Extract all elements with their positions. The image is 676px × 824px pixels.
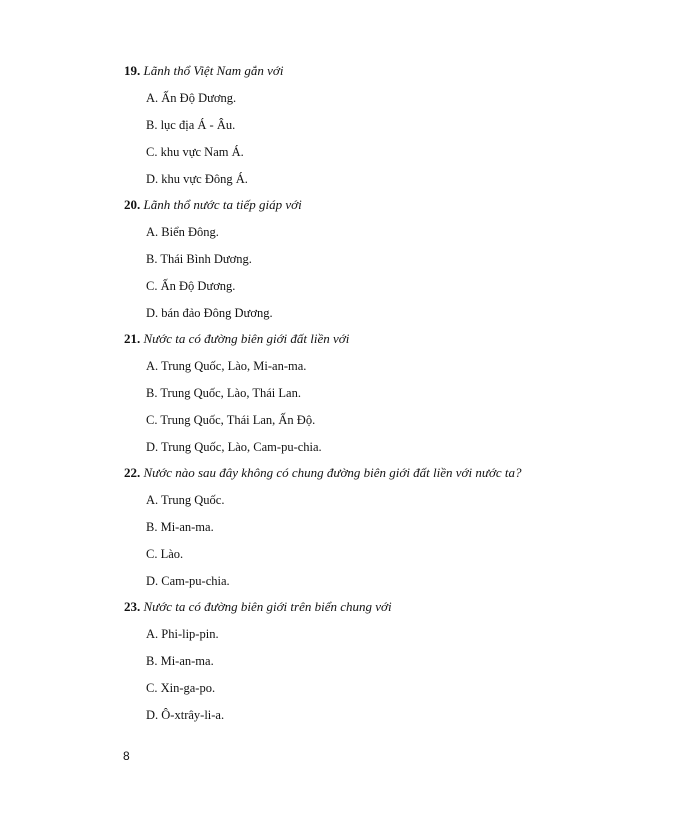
option-21-a: A. Trung Quốc, Lào, Mi-an-ma. bbox=[146, 359, 307, 373]
option-22-b: B. Mi-an-ma. bbox=[146, 520, 214, 534]
question-text: Lãnh thổ Việt Nam gắn với bbox=[143, 63, 284, 78]
option-22-a: A. Trung Quốc. bbox=[146, 493, 225, 507]
question-20 bbox=[124, 197, 302, 213]
option-22-d: D. Cam-pu-chia. bbox=[146, 574, 230, 588]
question-number: 20. bbox=[124, 197, 141, 212]
option-20-c: C. Ấn Độ Dương. bbox=[146, 279, 236, 293]
question-text: Nước ta có đường biên giới đất liền với bbox=[143, 331, 350, 346]
option-22-c: C. Lào. bbox=[146, 547, 184, 561]
option-23-c: C. Xin-ga-po. bbox=[146, 681, 216, 695]
question-number: 22. bbox=[124, 465, 141, 480]
option-19-b: B. lục địa Á - Âu. bbox=[146, 118, 236, 132]
option-23-b: B. Mi-an-ma. bbox=[146, 654, 214, 668]
question-text: Nước nào sau đây không có chung đường biên giới đất liền với nước ta? bbox=[143, 465, 522, 480]
option-19-c: C. khu vực Nam Á. bbox=[146, 145, 244, 159]
question-19 bbox=[124, 63, 283, 79]
question-23 bbox=[124, 599, 392, 615]
option-21-c: C. Trung Quốc, Thái Lan, Ấn Độ. bbox=[146, 413, 316, 427]
question-number: 21. bbox=[124, 331, 141, 346]
question-text: Nước ta có đường biên giới trên biển chung với bbox=[143, 599, 392, 614]
question-text: Lãnh thổ nước ta tiếp giáp với bbox=[143, 197, 302, 212]
option-23-d: D. Ô-xtrây-li-a. bbox=[146, 708, 225, 722]
question-21 bbox=[124, 331, 349, 347]
question-22 bbox=[124, 465, 522, 481]
option-19-a: A. Ấn Độ Dương. bbox=[146, 91, 237, 105]
question-number: 19. bbox=[124, 63, 141, 78]
option-23-a: A. Phi-lip-pin. bbox=[146, 627, 219, 641]
option-20-b: B. Thái Bình Dương. bbox=[146, 252, 252, 266]
page-number: 8 bbox=[123, 749, 130, 763]
option-21-d: D. Trung Quốc, Lào, Cam-pu-chia. bbox=[146, 440, 322, 454]
option-21-b: B. Trung Quốc, Lào, Thái Lan. bbox=[146, 386, 301, 400]
option-20-a: A. Biển Đông. bbox=[146, 225, 219, 239]
question-number: 23. bbox=[124, 599, 141, 614]
option-19-d: D. khu vực Đông Á. bbox=[146, 172, 248, 186]
option-20-d: D. bán đảo Đông Dương. bbox=[146, 306, 273, 320]
